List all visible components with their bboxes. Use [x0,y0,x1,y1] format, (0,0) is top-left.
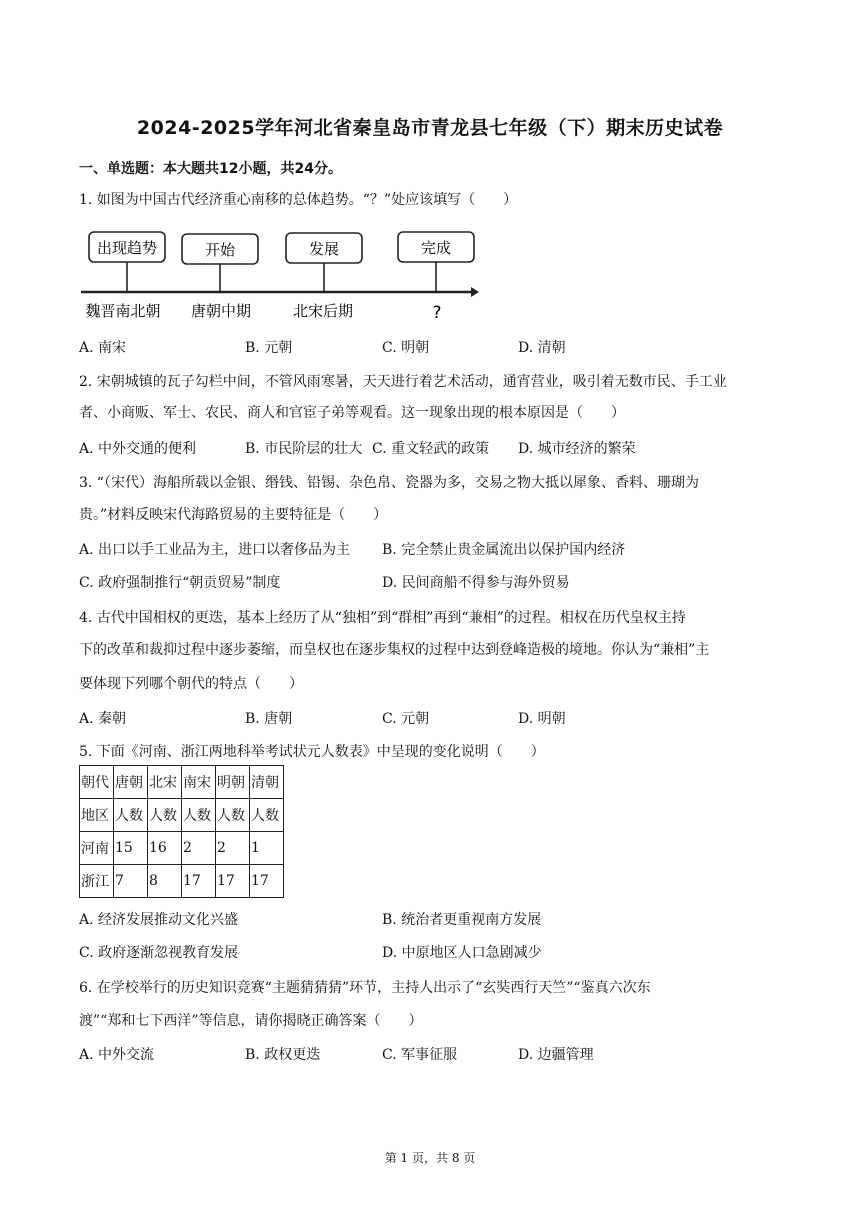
table-cell: 1 [250,832,284,865]
q1-box-4 [398,232,474,323]
q1-period-label: 唐朝中期 [190,302,252,320]
q1-timeline-diagram [79,226,479,326]
q5-table [79,765,284,898]
q2-option-d: D. 城市经济的繁荣 [518,441,636,457]
q6-line-2: 渡”“郑和七下西洋”等信息，请你揭晓正确答案（ ） [79,1013,423,1029]
q1-period-label: ? [432,303,442,323]
table-cell: 2 [216,832,250,865]
table-row [80,865,284,898]
q2-option-c: C. 重文轻武的政策 [372,441,490,457]
q1-box-3 [286,233,362,320]
page-title: 2024-2025学年河北省秦皇岛市青龙县七年级（下）期末历史试卷 [136,117,724,139]
q3-line-1: 3. “（宋代）海船所载以金银、缗钱、铅锡、杂色帛、瓷器为多，交易之物大抵以犀象、香料、珊瑚为 [79,475,699,491]
page-footer: 第 1 页，共 8 页 [384,1151,476,1165]
q3-option-a: A. 出口以手工业品为主，进口以奢侈品为主 [79,542,351,558]
q5-option-a: A. 经济发展推动文化兴盛 [79,912,239,928]
q1-box-2 [182,234,258,320]
q6-option-a: A. 中外交流 [79,1047,155,1063]
q3-option-b: B. 完全禁止贵金属流出以保护国内经济 [382,542,626,558]
q1-box-label: 完成 [420,239,452,257]
q3-line-2: 贵。”材料反映宋代海路贸易的主要特征是（ ） [79,507,388,523]
table-row [80,832,284,865]
section-heading: 一、单选题：本大题共12小题，共24分。 [79,161,342,177]
q1-box-label: 开始 [204,241,236,259]
q4-line-3: 要体现下列哪个朝代的特点（ ） [79,676,303,692]
q1-period-label: 魏晋南北朝 [85,302,161,320]
q4-line-1: 4. 古代中国相权的更迭，基本上经历了从“独相”到“群相”再到“兼相”的过程。相权在历代皇权主持 [79,610,686,626]
q1-option-a: A. 南宋 [79,340,127,356]
q1-option-c: C. 明朝 [382,340,430,356]
q1-box-label: 出现趋势 [96,239,158,257]
q2-line-1: 2. 宋朝城镇的瓦子勾栏中间，不管风雨寒暑，天天进行着艺术活动，通宵营业，吸引着无数市民、手工业 [79,374,727,390]
q1-box-1 [85,232,165,320]
q4-line-2: 下的改革和裁抑过程中逐步萎缩，而皇权也在逐步集权的过程中达到登峰造极的境地。你认为“兼相”主 [79,642,710,658]
q5-option-c: C. 政府逐渐忽视教育发展 [79,945,239,961]
q1-option-b: B. 元朝 [245,340,293,356]
table-cell: 北宋 [148,766,182,799]
table-row [80,799,284,832]
table-cell: 地区 [80,799,114,832]
q6-option-b: B. 政权更迭 [245,1047,321,1063]
q4-option-d: D. 明朝 [518,711,566,727]
q1-option-d: D. 清朝 [518,340,566,356]
table-cell: 唐朝 [114,766,148,799]
q5-option-b: B. 统治者更重视南方发展 [382,912,542,928]
table-cell: 清朝 [250,766,284,799]
table-cell: 南宋 [182,766,216,799]
q2-option-b: B. 市民阶层的壮大 [245,441,363,457]
table-cell: 17 [250,865,284,898]
table-cell: 朝代 [80,766,114,799]
q3-option-c: C. 政府强制推行“朝贡贸易”制度 [79,575,281,591]
q2-line-2: 者、小商贩、军士、农民、商人和官宦子弟等观看。这一现象出现的根本原因是（ ） [79,405,625,421]
table-cell: 人数 [182,799,216,832]
table-cell: 人数 [114,799,148,832]
table-cell: 人数 [216,799,250,832]
table-cell: 2 [182,832,216,865]
q4-option-c: C. 元朝 [382,711,430,727]
q4-option-a: A. 秦朝 [79,711,127,727]
q6-line-1: 6. 在学校举行的历史知识竞赛“主题猜猜猜”环节，主持人出示了“玄奘西行天竺”“鉴真六次东 [79,980,651,996]
table-cell: 17 [182,865,216,898]
q1-stem: 1. 如图为中国古代经济重心南移的总体趋势。“？”处应该填写（ ） [79,192,518,208]
table-cell: 人数 [250,799,284,832]
q1-period-label: 北宋后期 [292,302,354,320]
table-cell: 人数 [148,799,182,832]
table-cell: 8 [148,865,182,898]
q3-option-d: D. 民间商船不得参与海外贸易 [382,575,570,591]
table-cell: 15 [114,832,148,865]
table-row [80,766,284,799]
q1-box-label: 发展 [308,240,340,258]
table-cell: 17 [216,865,250,898]
table-cell: 浙江 [80,865,114,898]
q6-option-d: D. 边疆管理 [518,1047,594,1063]
table-cell: 河南 [80,832,114,865]
q5-option-d: D. 中原地区人口急剧减少 [382,945,542,961]
q2-option-a: A. 中外交通的便利 [79,441,197,457]
q4-option-b: B. 唐朝 [245,711,293,727]
q5-stem: 5. 下面《河南、浙江两地科举考试状元人数表》中呈现的变化说明（ ） [79,744,545,760]
table-cell: 明朝 [216,766,250,799]
table-cell: 16 [148,832,182,865]
q6-option-c: C. 军事征服 [382,1047,458,1063]
table-cell: 7 [114,865,148,898]
